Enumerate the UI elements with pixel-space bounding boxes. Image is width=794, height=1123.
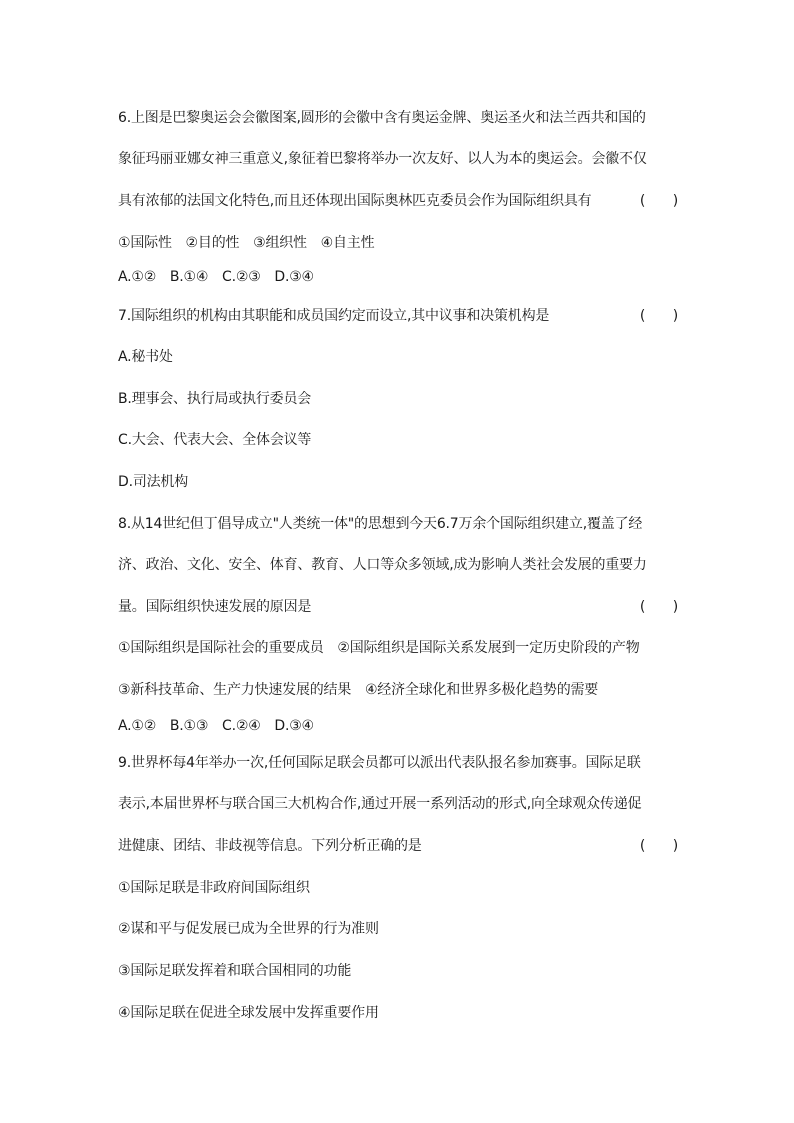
q6-choices: A.①② B.①④ C.②③ D.③④ [118,269,314,285]
q6-stem-line-3-text: 具有浓郁的法国文化特色,而且还体现出国际奥林匹克委员会作为国际组织具有 [118,193,592,209]
q8-stem-line-3-text: 量。国际组织快速发展的原因是 [118,599,312,615]
q6-statements: ①国际性 ②目的性 ③组织性 ④自主性 [118,235,375,251]
q7-option-c: C.大会、代表大会、全体会议等 [118,432,312,448]
q8-stem-line-2: 济、政治、文化、安全、体育、教育、人口等众多领域,成为影响人类社会发展的重要力 [118,557,647,573]
q7-option-a: A.秘书处 [118,349,173,365]
q7-answer-paren: ( ) [639,308,678,324]
q8-stem-line-3 [118,598,678,616]
q8-stem-line-1: 8.从14世纪但丁倡导成立"人类统一体"的思想到今天6.7万余个国际组织建立,覆盖了经 [118,516,643,532]
q7-option-b: B.理事会、执行局或执行委员会 [118,391,312,407]
q7-stem-line-1-text: 7.国际组织的机构由其职能和成员国约定而设立,其中议事和决策机构是 [118,308,550,324]
q7-option-d: D.司法机构 [118,474,189,490]
q8-choices: A.①② B.①③ C.②④ D.③④ [118,718,314,734]
q9-stem-line-3-text: 进健康、团结、非歧视等信息。下列分析正确的是 [118,838,422,854]
q9-stem-line-1: 9.世界杯每4年举办一次,任何国际足联会员都可以派出代表队报名参加赛事。国际足联 [118,755,641,771]
q9-statement-1: ①国际足联是非政府间国际组织 [118,880,310,896]
q8-statements-line-2: ③新科技革命、生产力快速发展的结果 ④经济全球化和世界多极化趋势的需要 [118,682,599,698]
q6-stem-line-1: 6.上图是巴黎奥运会会徽图案,圆形的会徽中含有奥运金牌、奥运圣火和法兰西共和国的 [118,110,646,126]
q6-stem-line-3 [118,192,678,210]
q7-stem-line-1 [118,307,678,325]
q9-stem-line-2: 表示,本届世界杯与联合国三大机构合作,通过开展一系列活动的形式,向全球观众传递促 [118,796,642,812]
q8-statements-line-1: ①国际组织是国际社会的重要成员 ②国际组织是国际关系发展到一定历史阶段的产物 [118,640,640,656]
q9-statement-3: ③国际足联发挥着和联合国相同的功能 [118,963,352,979]
q6-stem-line-2: 象征玛丽亚娜女神三重意义,象征着巴黎将举办一次友好、以人为本的奥运会。会徽不仅 [118,151,647,167]
q9-statement-4: ④国际足联在促进全球发展中发挥重要作用 [118,1005,379,1021]
q9-stem-line-3 [118,837,678,855]
q9-statement-2: ②谋和平与促发展已成为全世界的行为准则 [118,921,379,937]
q6-answer-paren: ( ) [639,193,678,209]
q9-answer-paren: ( ) [639,838,678,854]
q8-answer-paren: ( ) [639,599,678,615]
